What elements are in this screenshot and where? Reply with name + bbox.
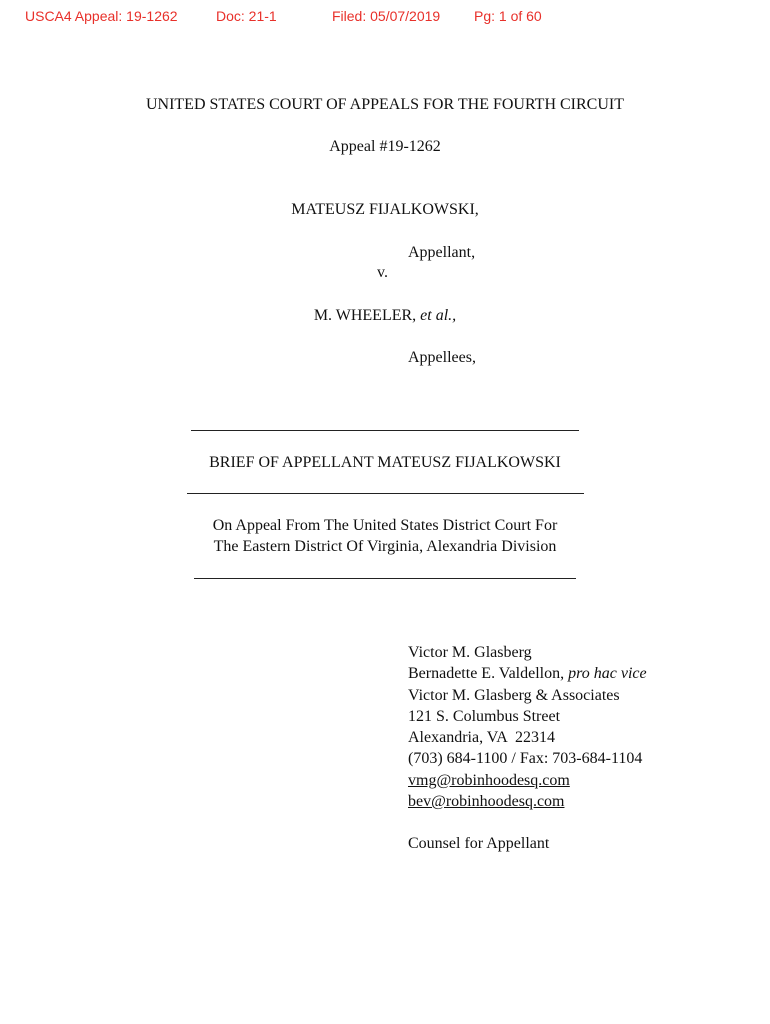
versus: v. bbox=[377, 264, 388, 281]
pro-hac-vice: pro hac vice bbox=[568, 665, 647, 683]
appellant-name: MATEUSZ FIJALKOWSKI, bbox=[291, 201, 479, 218]
counsel-role: Counsel for Appellant bbox=[408, 835, 550, 853]
counsel-phone: (703) 684-1100 / Fax: 703-684-1104 bbox=[408, 750, 643, 768]
on-appeal-line-2: The Eastern District Of Virginia, Alexandria Division bbox=[213, 538, 557, 555]
divider-middle bbox=[187, 493, 584, 494]
counsel-street: 121 S. Columbus Street bbox=[408, 707, 561, 725]
divider-bottom bbox=[194, 578, 576, 579]
header-filed-date: Filed: 05/07/2019 bbox=[332, 8, 441, 24]
email-link-2[interactable]: bev@robinhoodesq.com bbox=[408, 793, 565, 811]
counsel-city: Alexandria, VA 22314 bbox=[408, 729, 555, 747]
header-doc-number: Doc: 21-1 bbox=[216, 8, 277, 24]
brief-title: BRIEF OF APPELLANT MATEUSZ FIJALKOWSKI bbox=[209, 454, 561, 471]
appellee-role: Appellees, bbox=[408, 349, 476, 366]
divider-top bbox=[191, 430, 579, 431]
counsel-block bbox=[408, 642, 647, 855]
counsel-name-1: Victor M. Glasberg bbox=[408, 644, 532, 661]
appellee-name: M. WHEELER, bbox=[313, 307, 417, 324]
header-page-count: Pg: 1 of 60 bbox=[474, 8, 542, 24]
on-appeal-line-1: On Appeal From The United States District Court For bbox=[212, 517, 558, 534]
counsel-name-2-line bbox=[408, 663, 647, 684]
email-link-1[interactable]: vmg@robinhoodesq.com bbox=[408, 771, 570, 789]
appellant-role: Appellant, bbox=[408, 244, 476, 261]
header-appeal-number: USCA4 Appeal: 19-1262 bbox=[25, 8, 178, 24]
court-name: UNITED STATES COURT OF APPEALS FOR THE FOURTH CIRCUIT bbox=[145, 96, 625, 113]
counsel-firm: Victor M. Glasberg & Associates bbox=[408, 686, 620, 704]
appellee-etal: et al., bbox=[420, 307, 457, 324]
appellee-name-line bbox=[0, 306, 770, 326]
counsel-name-2: Bernadette E. Valdellon, bbox=[408, 665, 565, 683]
appeal-number: Appeal #19-1262 bbox=[329, 138, 441, 155]
